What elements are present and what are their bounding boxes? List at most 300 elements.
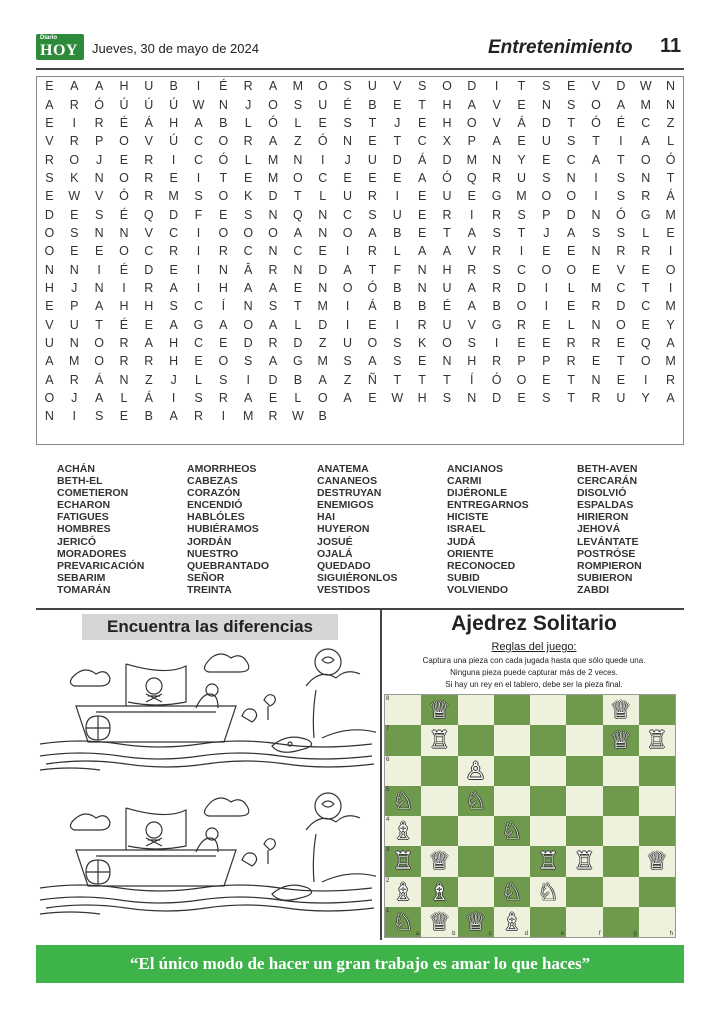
word-search-letter: R [243,79,253,94]
queen-piece-icon[interactable]: ♕ [428,907,451,936]
word-search-letter: R [44,152,54,167]
chess-square[interactable] [566,907,602,937]
chess-square[interactable] [458,877,494,907]
word-search-letter: S [70,225,79,240]
word-search-letter: N [44,409,54,424]
word-search-letter: A [417,170,427,185]
chess-square[interactable] [639,756,675,786]
word-search-letter: P [542,207,551,222]
chess-square[interactable] [385,877,421,907]
word-search-letter: U [44,336,54,351]
chess-square[interactable] [530,695,566,725]
word-search-letter: U [541,134,551,149]
word-search-letter: D [442,152,452,167]
word-search-letter: N [566,170,576,185]
word-search-letter: C [616,281,626,296]
word-search-letter: E [567,299,576,314]
chess-square[interactable] [385,725,421,755]
chess-square[interactable] [494,786,530,816]
word-search-letter: N [218,97,228,112]
word-search-letter: I [72,115,76,130]
word-list-item: RECONOCED [447,559,516,572]
word-search-letter: V [94,189,104,204]
pawn-piece-icon[interactable]: ♙ [464,756,487,785]
word-search-letter: Ó [616,207,626,222]
chess-square[interactable] [603,877,639,907]
word-search-letter: Y [517,152,526,167]
chess-square[interactable] [458,846,494,876]
word-search-letter: N [44,262,54,277]
chess-square[interactable] [530,877,566,907]
word-search-letter: M [665,354,676,369]
word-search-letter: R [243,134,253,149]
queen-piece-icon[interactable]: ♕ [428,696,451,725]
chess-square[interactable] [530,907,566,937]
word-search-letter: C [343,207,353,222]
chess-square[interactable] [603,756,639,786]
logo-small-text: Diario [40,35,58,41]
word-search-letter: E [169,170,178,185]
word-search-letter: A [343,391,352,406]
word-search-letter: A [70,79,79,94]
word-search-letter: B [169,79,178,94]
word-search-letter: U [343,189,353,204]
chess-square[interactable] [530,725,566,755]
chess-square[interactable] [530,786,566,816]
word-list-item: TREINTA [187,583,232,596]
word-search-letter: E [393,170,402,185]
chess-square[interactable] [566,877,602,907]
word-search-letter: N [119,372,129,387]
chess-square[interactable] [566,695,602,725]
word-search-letter: H [144,299,154,314]
word-search-letter: J [543,225,550,240]
word-list-item: PREVARICACIÓN [57,559,145,572]
word-search-letter: M [665,299,676,314]
word-list-item: OJALÁ [317,547,353,560]
chess-square[interactable] [421,786,457,816]
word-list-item: JUDÁ [447,535,476,548]
word-search-letter: T [294,189,302,204]
word-search-letter: O [243,317,254,332]
word-search-letter: O [44,225,55,240]
rook-piece-icon[interactable]: ♖ [573,847,596,876]
chess-square[interactable] [639,786,675,816]
word-search-letter: R [268,409,278,424]
word-search-letter: L [195,372,202,387]
chess-square[interactable] [530,756,566,786]
word-search-letter: I [519,244,524,259]
word-search-letter: Y [666,317,675,332]
chess-square[interactable] [421,907,457,937]
word-search-letter: S [219,372,228,387]
word-search-letter: H [218,281,228,296]
word-search-letter: L [393,244,401,259]
chess-square[interactable] [639,725,675,755]
word-search-letter: O [616,317,626,332]
chess-square[interactable] [385,756,421,786]
chess-square[interactable] [421,695,457,725]
chess-square[interactable] [421,816,457,846]
rook-piece-icon[interactable]: ♖ [392,847,414,876]
chess-square[interactable] [421,846,457,876]
word-search-letter: D [541,115,551,130]
word-search-letter: R [616,244,626,259]
word-search-letter: É [119,262,129,277]
word-search-letter: O [119,244,129,259]
word-search-letter: T [567,391,575,406]
word-list-item: HOMBRES [57,523,111,536]
word-search-letter: B [293,372,303,387]
word-search-letter: D [616,299,626,314]
word-search-letter: N [666,97,676,112]
word-search-letter: E [119,152,129,167]
word-search-letter: I [544,281,549,296]
word-search-letter: R [119,336,129,351]
word-list-item: ECHARON [57,499,111,512]
word-search-letter: E [666,225,675,240]
word-search-letter: C [193,299,203,314]
word-search-letter: T [443,225,451,240]
chess-square[interactable] [494,907,530,937]
knight-piece-icon[interactable]: ♘ [537,877,559,906]
word-search-letter: P [542,354,551,369]
word-search-letter: A [666,336,675,351]
file-label: b [452,931,456,937]
word-list-item: COMETIERON [57,487,129,500]
word-search-letter: G [193,317,204,332]
word-search-letter: K [244,189,253,204]
rank-label: 2 [386,877,390,884]
word-search-letter: S [45,170,54,185]
word-search-letter: M [292,79,304,94]
word-search-letter: S [542,79,551,94]
word-search-letter: A [268,354,278,369]
bishop-piece-icon[interactable]: ♗ [392,877,414,906]
file-label: g [633,931,637,937]
word-search-letter: A [467,97,476,112]
word-search-letter: R [492,170,502,185]
chess-square[interactable] [494,877,530,907]
word-search-letter: E [169,262,178,277]
word-search-letter: S [517,207,526,222]
chess-square[interactable] [458,786,494,816]
word-search-letter: I [345,244,350,259]
chess-square[interactable] [494,725,530,755]
word-search-letter: R [566,336,576,351]
word-search-letter: O [218,134,229,149]
word-search-letter: L [642,225,650,240]
word-search-letter: A [368,354,377,369]
chess-square[interactable] [639,816,675,846]
word-search-letter: G [491,189,502,204]
word-list-item: CABEZAS [187,475,238,488]
chess-square[interactable] [603,695,639,725]
chess-square[interactable] [458,907,494,937]
rook-piece-icon[interactable]: ♖ [537,847,559,876]
word-search-letter: I [594,170,598,185]
chess-square[interactable] [494,816,530,846]
chess-square[interactable] [566,756,602,786]
word-search-letter: R [268,262,278,277]
word-search-letter: E [542,244,551,259]
word-search-letter: N [591,207,601,222]
bishop-piece-icon[interactable]: ♗ [392,817,414,846]
word-search-letter: H [169,115,179,130]
word-search-letter: N [467,391,477,406]
word-search-letter: F [194,207,203,222]
word-search-letter: U [343,336,353,351]
word-search-letter: Z [144,372,153,387]
word-search-letter: N [492,152,502,167]
word-search-letter: C [566,152,576,167]
chess-square[interactable] [566,846,602,876]
word-search-letter: O [516,372,527,387]
word-search-letter: O [640,354,651,369]
word-search-letter: Ó [218,152,229,167]
word-list-item: ANATEMA [317,463,369,475]
word-search-letter: A [94,391,104,406]
word-search-letter: Y [641,391,650,406]
chess-square[interactable] [566,816,602,846]
word-search-letter: S [467,336,476,351]
word-search-letter: E [343,170,352,185]
word-search-letter: Á [517,115,526,130]
word-search-letter: D [318,262,328,277]
word-search-letter: A [244,391,253,406]
word-search-letter: O [44,244,55,259]
word-search-letter: A [94,79,104,94]
chess-square[interactable] [639,846,675,876]
chess-square[interactable] [385,695,421,725]
rook-piece-icon[interactable]: ♖ [646,726,668,755]
word-search-letter: E [591,354,601,369]
word-search-letter: H [442,97,452,112]
word-search-letter: S [343,79,352,94]
word-list-item: JEHOVÁ [577,523,621,536]
word-search-letter: S [616,170,626,185]
word-search-letter: H [44,281,54,296]
queen-piece-icon[interactable]: ♕ [609,696,632,725]
word-search-letter: S [94,409,104,424]
word-search-letter: T [95,317,103,332]
chess-square[interactable] [603,846,639,876]
word-list-item: QUEBRANTADO [187,559,270,572]
word-search-letter: C [293,244,303,259]
word-search-letter: E [318,244,327,259]
word-search-letter: R [591,299,601,314]
word-search-letter: T [368,262,377,277]
word-search-letter: C [318,170,328,185]
word-list-item: TOMARÁN [57,583,111,596]
file-label: a [415,931,420,937]
chess-square[interactable] [603,816,639,846]
word-search-letter: R [218,391,228,406]
knight-piece-icon[interactable]: ♘ [501,877,523,906]
word-search-letter: L [244,152,252,167]
word-search-letter: O [640,152,651,167]
queen-piece-icon[interactable]: ♕ [464,907,487,936]
word-search-letter: A [194,115,203,130]
word-search-letter: R [467,262,477,277]
chess-square[interactable] [639,907,675,937]
word-search-letter: O [566,262,577,277]
word-search-letter: U [367,152,377,167]
rook-piece-icon[interactable]: ♖ [428,726,451,755]
word-search-letter: N [641,170,651,185]
word-search-letter: R [193,409,203,424]
chess-square[interactable] [530,816,566,846]
chess-title: Ajedrez Solitario [451,612,617,635]
word-search-letter: R [442,207,452,222]
word-search-letter: A [467,225,476,240]
word-search-letter: R [69,134,79,149]
word-search-letter: D [44,207,54,222]
word-search-letter: O [268,225,278,240]
word-search-letter: I [668,244,673,259]
word-search-letter: N [318,207,328,222]
word-search-letter: O [218,354,229,369]
bishop-piece-icon[interactable]: ♗ [501,907,523,936]
word-search-letter: L [567,317,575,332]
word-list-item: CORAZÓN [187,487,241,500]
chess-square[interactable] [385,816,421,846]
word-search-letter: T [443,372,451,387]
chess-square[interactable] [458,695,494,725]
word-search-letter: I [196,281,201,296]
word-list-item: ENEMIGOS [317,499,374,512]
queen-piece-icon[interactable]: ♕ [646,847,668,876]
word-search-letter: L [567,281,575,296]
bishop-piece-icon[interactable]: ♗ [428,877,451,906]
quote-banner: “El único modo de hacer un gran trabajo es amar lo que haces” [36,945,684,983]
knight-piece-icon[interactable]: ♘ [392,907,414,936]
word-search-letter: O [541,189,552,204]
word-search-letter: S [343,354,352,369]
chess-square[interactable] [385,846,421,876]
chess-square[interactable] [603,907,639,937]
word-search-letter: E [417,354,427,369]
word-search-letter: B [368,97,377,112]
word-search-letter: S [94,207,104,222]
word-search-letter: W [391,391,404,406]
word-search-letter: T [641,281,650,296]
knight-piece-icon[interactable]: ♘ [501,817,523,846]
chess-square[interactable] [566,786,602,816]
word-search-letter: S [616,225,626,240]
word-search-letter: E [368,317,377,332]
word-search-letter: B [219,115,228,130]
word-search-letter: D [392,152,402,167]
word-list-column [187,463,317,596]
chess-square[interactable] [494,846,530,876]
word-search-letter: T [393,134,402,149]
chess-square[interactable] [458,725,494,755]
word-search-letter: N [268,207,278,222]
knight-piece-icon[interactable]: ♘ [392,786,414,815]
section-title: Entretenimiento [488,37,633,58]
chess-square[interactable] [385,907,421,937]
word-search-letter: O [94,336,104,351]
word-search-letter: O [44,391,55,406]
newspaper-logo [36,34,84,60]
word-search-letter: A [169,409,178,424]
word-search-letter: O [541,262,552,277]
word-search-letter: E [567,244,576,259]
word-search-letter: S [293,97,303,112]
word-list-item: BETH-EL [57,475,103,488]
knight-piece-icon[interactable]: ♘ [464,786,487,815]
word-search-letter: O [342,225,353,240]
word-search-letter: W [639,79,652,94]
chess-square[interactable] [566,725,602,755]
chess-square[interactable] [458,816,494,846]
word-list-item: ZABDI [577,583,610,596]
word-list-item: ORIENTE [447,547,494,560]
word-search-letter: A [467,281,476,296]
chess-square[interactable] [421,756,457,786]
word-search-letter: V [45,134,54,149]
chess-square[interactable] [530,846,566,876]
word-search-letter: Á [144,115,153,130]
word-list-item: SEBARIM [57,571,106,584]
word-search-letter: É [119,207,129,222]
word-search-letter: P [517,354,526,369]
word-list-item: DISOLVIÓ [577,487,627,500]
word-search-letter: A [591,152,601,167]
word-search-letter: R [641,189,651,204]
chess-square[interactable] [603,725,639,755]
word-search-letter: A [169,317,178,332]
word-list-item: ENCENDIÓ [187,499,243,512]
word-search-letter: R [492,244,502,259]
word-search-letter: C [516,262,526,277]
word-search-letter: Í [221,299,226,314]
word-search-letter: A [343,262,352,277]
word-search-letter: N [591,244,601,259]
rank-label: 4 [386,817,390,823]
word-search-letter: E [641,317,650,332]
chess-square[interactable] [494,756,530,786]
word-search-letter: M [267,152,279,167]
queen-piece-icon[interactable]: ♕ [609,726,632,755]
word-search-letter: E [567,79,576,94]
word-list-item: HAI [317,511,336,524]
chess-square[interactable] [385,786,421,816]
word-search-letter: E [517,97,526,112]
word-search-letter: C [193,336,203,351]
chess-square[interactable] [639,877,675,907]
chess-square[interactable] [458,756,494,786]
word-list-item: CERCARÁN [577,475,638,488]
word-search-letter: I [196,262,201,277]
chess-square[interactable] [421,877,457,907]
word-list-item: HICISTE [447,511,489,524]
chess-square[interactable] [494,695,530,725]
word-search-letter: U [516,170,526,185]
chess-square[interactable] [421,725,457,755]
word-search-letter: I [470,207,474,222]
queen-piece-icon[interactable]: ♕ [428,847,451,876]
word-search-letter: E [417,225,427,240]
word-search-letter: L [294,115,302,130]
chess-square[interactable] [639,695,675,725]
chess-square[interactable] [603,786,639,816]
word-search-letter: R [367,189,377,204]
word-search-letter: A [641,134,650,149]
word-search-letter: H [442,262,452,277]
word-search-letter: J [170,372,177,387]
